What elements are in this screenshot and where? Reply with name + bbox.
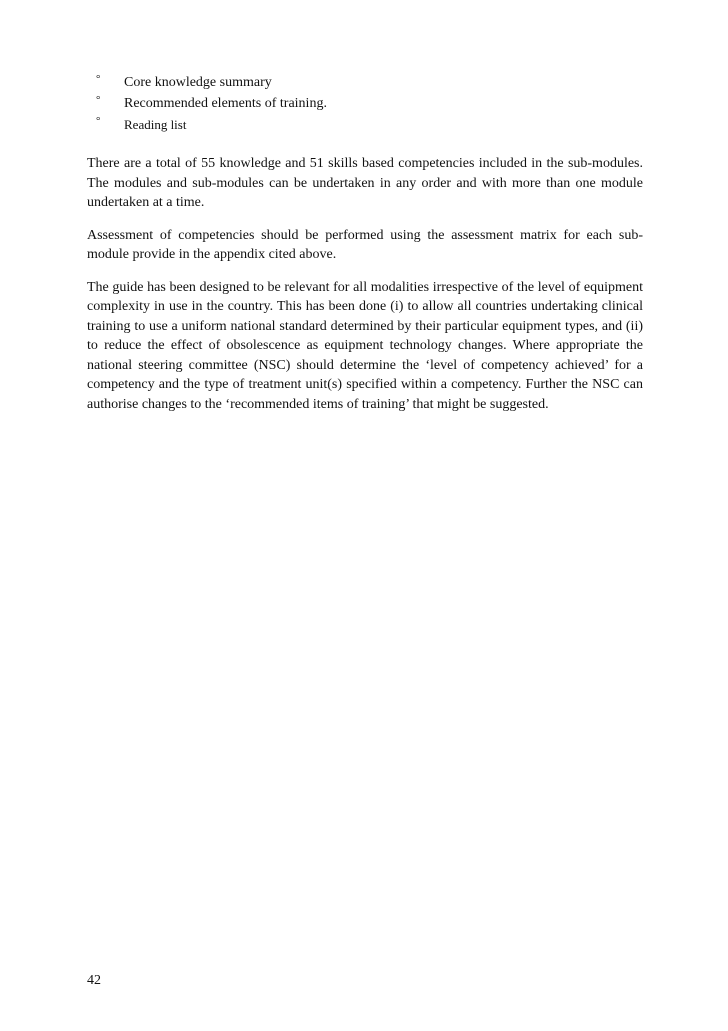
list-item bbox=[94, 93, 327, 114]
paragraph-guide-design: The guide has been designed to be relevant for all modalities irrespective of the level of equipment complexity in use in the country. This has been done (i) to allow all countries undertaking clinical training to use a uniform national standard determined by their particular equipment types, and (ii) to reduce the effect of obsolescence as equipment technology changes. Where appropriate the national steering committee (NSC) should determine the ‘level of competency achieved’ for a competency and the type of treatment unit(s) specified within a competency. Further the NSC can authorise changes to the ‘recommended items of training’ that might be suggested. bbox=[87, 279, 643, 412]
body-text bbox=[87, 154, 643, 427]
bullet-list bbox=[94, 72, 327, 135]
bullet-marker: ° bbox=[96, 115, 101, 127]
page-number: 42 bbox=[87, 973, 101, 988]
list-item-text: Recommended elements of training. bbox=[124, 96, 327, 111]
list-item-text: Reading list bbox=[124, 117, 187, 132]
paragraph-assessment: Assessment of competencies should be performed using the assessment matrix for each sub-module provide in the appendix cited above. bbox=[87, 227, 643, 262]
bullet-marker: ° bbox=[96, 73, 101, 85]
list-item bbox=[94, 72, 327, 93]
list-item bbox=[94, 114, 327, 135]
paragraph-competency-count: There are a total of 55 knowledge and 51 skills based competencies included in the sub-modules. The modules and sub-modules can be undertaken in any order and with more than one module undertaken at a time. bbox=[87, 156, 643, 210]
list-item-text: Core knowledge summary bbox=[124, 75, 272, 90]
bullet-marker: ° bbox=[96, 94, 101, 106]
